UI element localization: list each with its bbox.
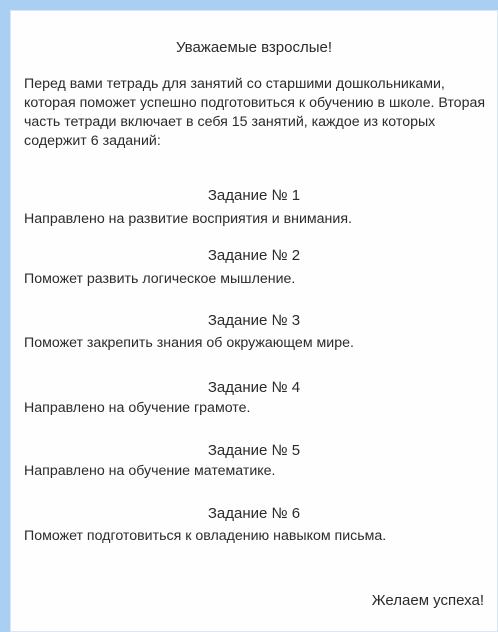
task-4-text: Направлено на обучение грамоте.	[24, 400, 251, 416]
task-5-heading: Задание № 5	[207, 442, 301, 459]
task-1-text: Направлено на развитие восприятия и внимания.	[24, 211, 352, 227]
task-4-heading: Задание № 4	[207, 379, 301, 396]
document-sheet	[10, 10, 498, 632]
task-1-heading: Задание № 1	[207, 187, 301, 204]
task-5-text: Направлено на обучение математике.	[24, 463, 276, 479]
task-6-heading: Задание № 6	[207, 505, 301, 522]
intro-paragraph: Перед вами тетрадь для занятий со старшими дошкольниками, которая поможет успешно подготовиться к обучению в школе. Вторая часть тетради включает в себя 15 занятий, каждое из которых содержит 6 заданий:	[24, 76, 486, 149]
closing-line: Желаем успеха!	[371, 592, 484, 609]
task-2-heading: Задание № 2	[207, 247, 301, 264]
task-3-text: Поможет закрепить знания об окружающем мире.	[24, 335, 354, 351]
task-6-text: Поможет подготовиться к овладению навыком письма.	[24, 528, 387, 544]
task-2-text: Поможет развить логическое мышление.	[24, 271, 296, 287]
task-3-heading: Задание № 3	[207, 312, 301, 329]
greeting-title: Уважаемые взрослые!	[175, 39, 333, 56]
